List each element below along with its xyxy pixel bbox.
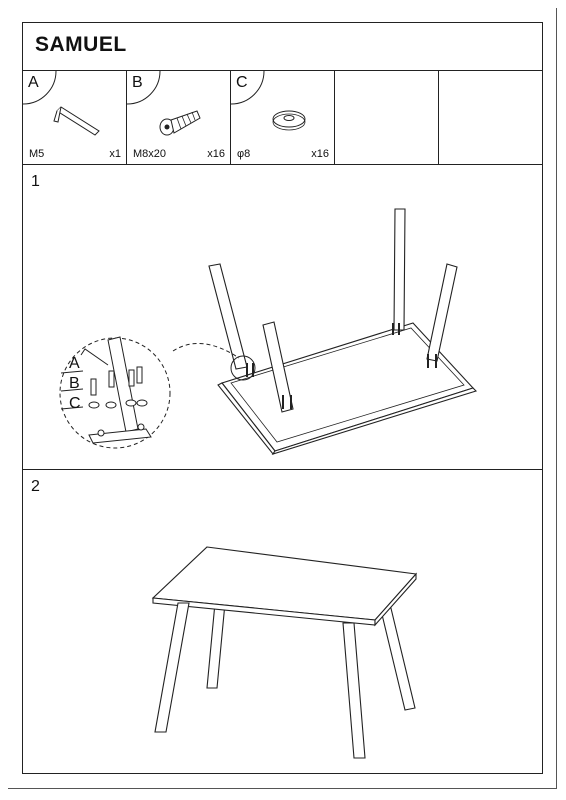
callout-label-b: B xyxy=(69,375,80,392)
parts-list xyxy=(23,71,542,165)
title-row xyxy=(23,23,542,71)
instruction-sheet xyxy=(22,22,543,774)
part-size: φ8 xyxy=(237,148,251,160)
part-size: M5 xyxy=(29,148,45,160)
part-cell-a xyxy=(23,71,127,164)
table-leg xyxy=(394,209,405,330)
part-letter: C xyxy=(236,74,248,91)
page-edge-line-bottom xyxy=(8,788,557,789)
part-letter: A xyxy=(28,74,39,91)
step-number: 1 xyxy=(31,173,40,190)
allen-key-icon xyxy=(51,101,111,141)
step-number: 2 xyxy=(31,478,40,495)
empty-part-cell xyxy=(439,71,544,164)
part-quantity: x1 xyxy=(109,148,121,160)
part-letter: B xyxy=(132,74,143,91)
part-cell-c xyxy=(231,71,335,164)
step-2-panel xyxy=(23,470,542,775)
washer-icon xyxy=(269,105,309,133)
table-leg xyxy=(155,603,189,732)
part-size: M8x20 xyxy=(133,148,167,160)
table-top xyxy=(153,547,416,620)
step-1-panel xyxy=(23,165,542,470)
callout-label-a: A xyxy=(69,355,80,372)
empty-part-cell xyxy=(335,71,439,164)
part-quantity: x16 xyxy=(311,148,329,160)
product-title: SAMUEL xyxy=(35,33,127,56)
callout-label-c: C xyxy=(69,395,81,412)
table-leg xyxy=(379,600,415,710)
table-leg xyxy=(427,264,457,361)
step-1-illustration xyxy=(23,165,542,470)
table-leg xyxy=(343,623,365,758)
step-2-illustration xyxy=(23,470,542,775)
table-leg xyxy=(209,264,247,369)
part-quantity: x16 xyxy=(207,148,225,160)
part-cell-b xyxy=(127,71,231,164)
bolt-icon xyxy=(157,105,207,141)
page-edge-line-right xyxy=(556,8,557,788)
table-leg xyxy=(207,603,225,688)
